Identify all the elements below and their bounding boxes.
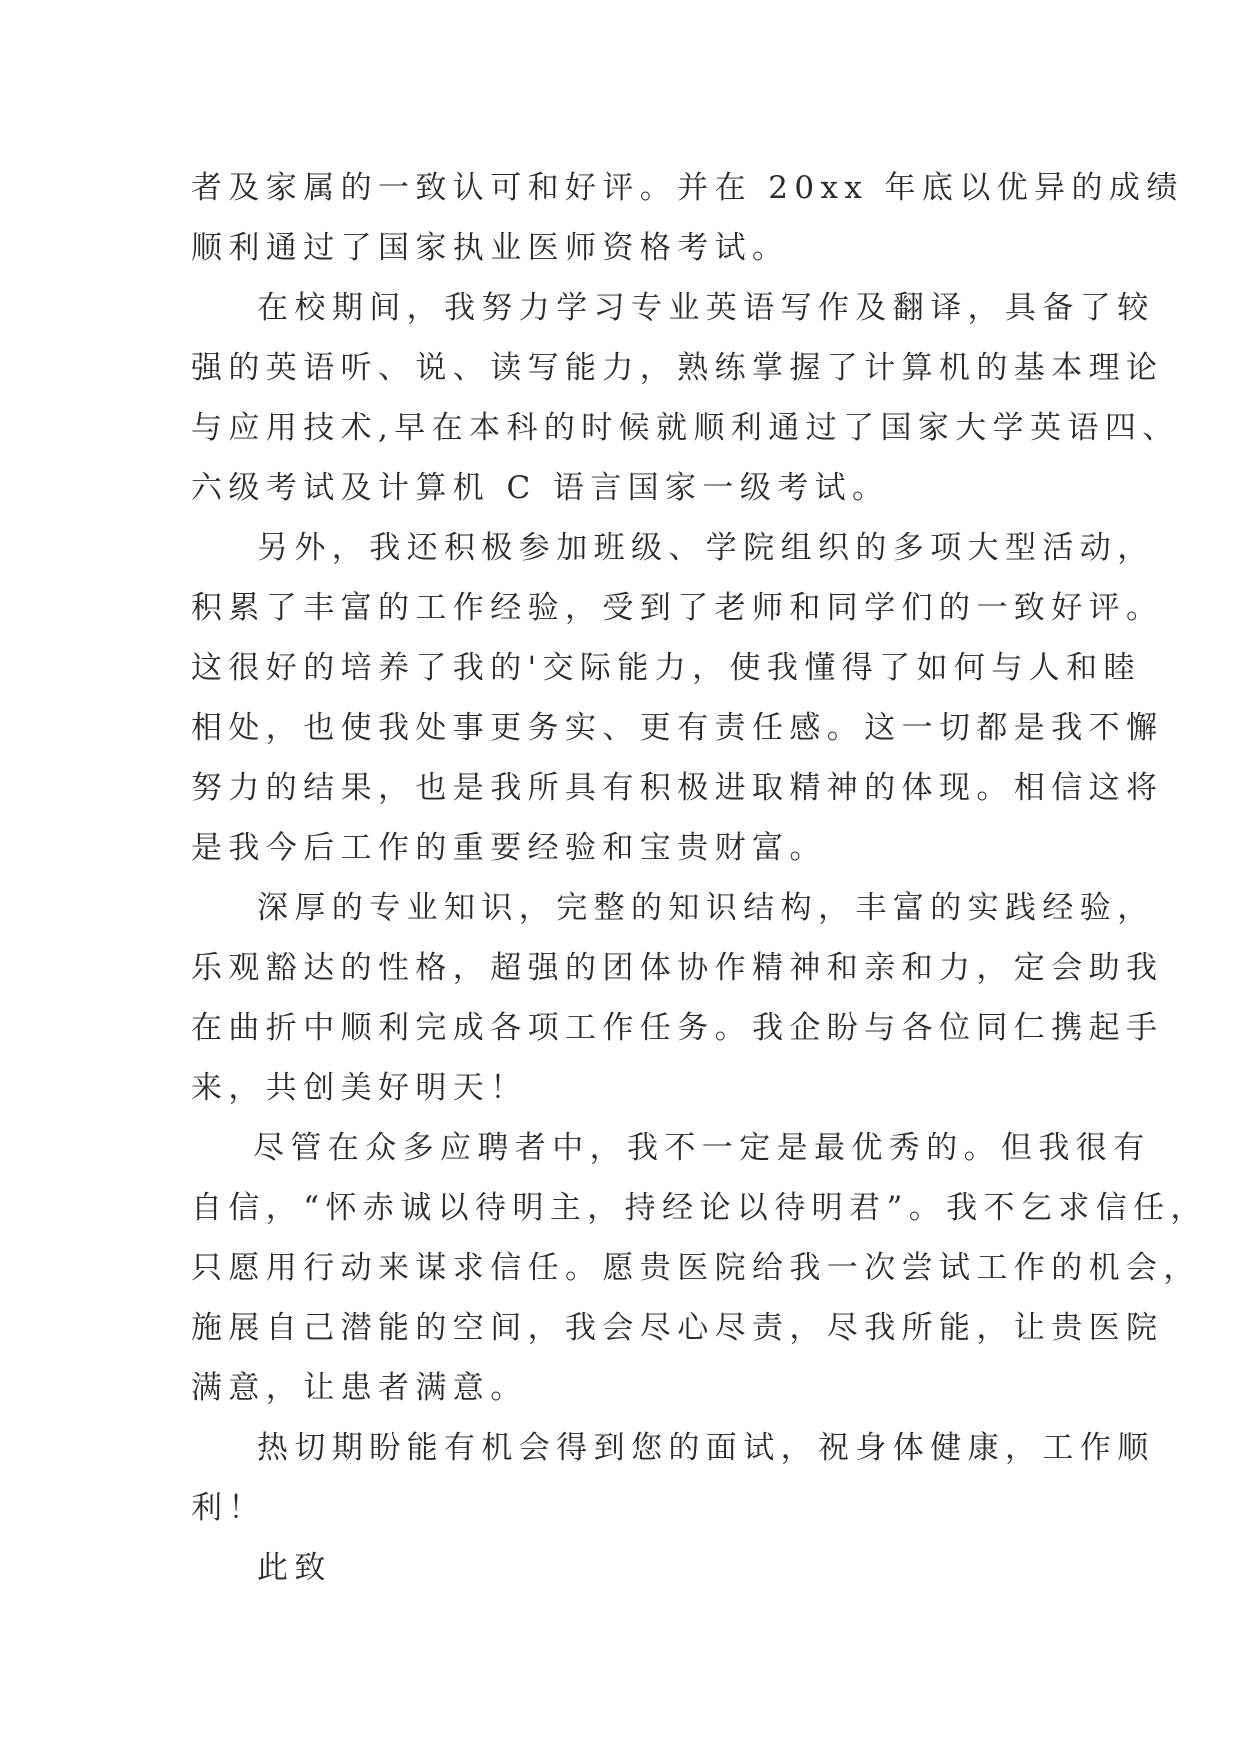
text-line: 自信，“怀赤诚以待明主，持经论以待明君”。我不乞求信任， bbox=[191, 1190, 1208, 1226]
text-line: 努力的结果，也是我所具有积极进取精神的体现。相信这将 bbox=[191, 770, 1164, 806]
text-line: 来，共创美好明天！ bbox=[191, 1070, 528, 1106]
text-line: 是我今后工作的重要经验和宝贵财富。 bbox=[191, 830, 827, 866]
letter-body bbox=[191, 158, 1208, 1598]
text-line: 乐观豁达的性格，超强的团体协作精神和亲和力，定会助我 bbox=[191, 950, 1164, 986]
text-line: 施展自己潜能的空间，我会尽心尽责，尽我所能，让贵医院 bbox=[191, 1310, 1164, 1346]
text-line: 在校期间，我努力学习专业英语写作及翻译，具备了较 bbox=[257, 290, 1155, 326]
text-line: 这很好的培养了我的'交际能力，使我懂得了如何与人和睦 bbox=[191, 650, 1141, 686]
text-line: 与应用技术,早在本科的时候就顺利通过了国家大学英语四、 bbox=[191, 410, 1180, 446]
text-line: 深厚的专业知识，完整的知识结构，丰富的实践经验， bbox=[257, 890, 1155, 926]
text-line: 积累了丰富的工作经验，受到了老师和同学们的一致好评。 bbox=[191, 590, 1164, 626]
text-line: 强的英语听、说、读写能力，熟练掌握了计算机的基本理论 bbox=[191, 350, 1164, 386]
text-line: 在曲折中顺利完成各项工作任务。我企盼与各位同仁携起手 bbox=[191, 1010, 1164, 1046]
text-line: 满意，让患者满意。 bbox=[191, 1370, 528, 1406]
text-line: 者及家属的一致认可和好评。并在 20xx 年底以优异的成绩 bbox=[191, 170, 1184, 206]
text-line: 只愿用行动来谋求信任。愿贵医院给我一次尝试工作的机会， bbox=[191, 1250, 1201, 1286]
text-line: 相处，也使我处事更务实、更有责任感。这一切都是我不懈 bbox=[191, 710, 1164, 746]
text-line: 热切期盼能有机会得到您的面试，祝身体健康，工作顺 bbox=[257, 1430, 1155, 1466]
text-line: 尽管在众多应聘者中，我不一定是最优秀的。但我很有 bbox=[253, 1130, 1151, 1166]
text-line: 利！ bbox=[191, 1490, 266, 1526]
text-line: 顺利通过了国家执业医师资格考试。 bbox=[191, 230, 790, 266]
text-line: 六级考试及计算机 C 语言国家一级考试。 bbox=[191, 470, 890, 506]
text-line: 另外，我还积极参加班级、学院组织的多项大型活动， bbox=[257, 530, 1155, 566]
text-line: 此致 bbox=[257, 1550, 332, 1586]
